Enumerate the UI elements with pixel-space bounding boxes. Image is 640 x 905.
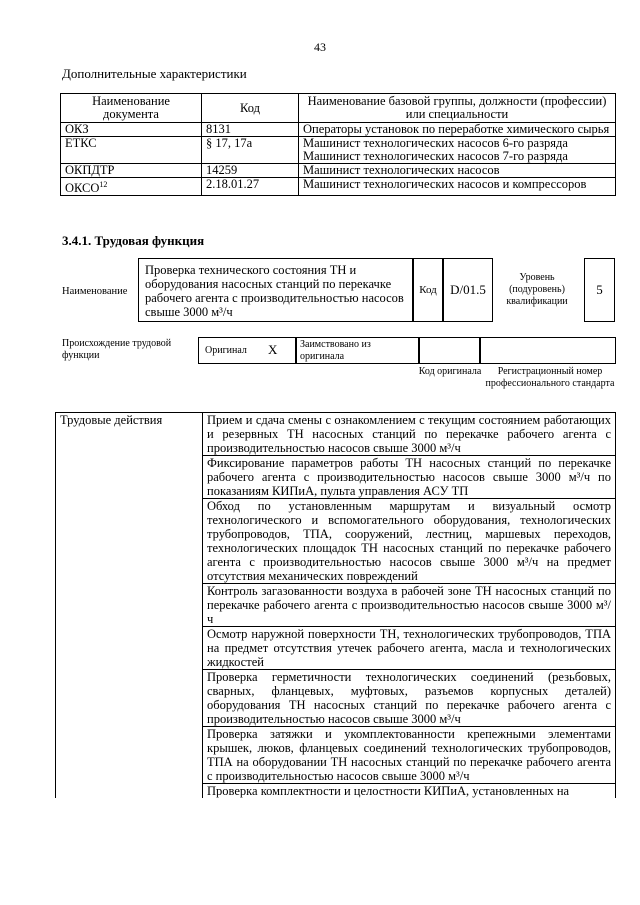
action-item: Проверка комплектности и целостности КИПиА, установленных на [203,784,616,799]
row-code: 14259 [202,164,299,178]
action-item: Проверка затяжки и укомплектованности крепежными элементами крышек, люков, фланцевых соединений технологических трубопроводов, ТПА на оборудовании ТН насосных станций по перекачке рабочего агента с производительностью насосов свыше 3000 м³/ч [203,727,616,784]
section-title: Дополнительные характеристики [62,66,247,81]
row-document [61,178,202,196]
row-code: § 17, 17а [202,137,299,164]
original-code-cell [419,337,480,364]
row-document: ОКПДТР [61,164,202,178]
action-item: Проверка герметичности технологических соединений (резьбовых, сварных, фланцевых, муфтовых, разъемов корпусных деталей) оборудования ТН насосных станций по перекачке рабочего агента с производительностью насосов свыше 3000 м³/ч [203,670,616,727]
origin-label: Происхождение трудовой функции [62,338,172,361]
table-row [61,123,616,137]
code-label: Код [413,258,443,322]
row-code: 8131 [202,123,299,137]
table-header-row [61,94,616,123]
row-group-name: Машинист технологических насосов [299,164,616,178]
original-label: Оригинал [205,345,247,356]
action-item: Прием и сдача смены с ознакомлением с текущим состоянием работающих и резервных ТН насосных станций по перекачке рабочего агента с производительностью насосов свыше 3000 м³/ч [203,413,616,456]
row-document: ЕТКС [61,137,202,164]
original-cell [198,337,296,364]
table-row [61,178,616,196]
function-heading: 3.4.1. Трудовая функция [62,233,205,248]
borrowed-label: Заимствовано из оригинала [296,337,419,364]
qualification-level: 5 [584,258,615,322]
header-code: Код [202,94,299,123]
actions-label: Трудовые действия [56,413,203,799]
name-label: Наименование [62,286,128,297]
action-item: Осмотр наружной поверхности ТН, технологических трубопроводов, ТПА на предмет отсутствия утечек рабочего агента, масла и технологических жидкостей [203,627,616,670]
row-document-name: ОКСО [65,181,100,196]
action-item: Фиксирование параметров работы ТН насосных станций по перекачке рабочего агента с производительностью насосов свыше 3000 м³/ч по показаниям КИПиА, пульта управления АСУ ТП [203,456,616,499]
header-group-name: Наименование базовой группы, должности (профессии) или специальности [299,94,616,123]
table-row [61,164,616,178]
characteristics-table [60,93,616,196]
original-mark: X [268,342,278,357]
reg-caption: Регистрационный номер профессионального стандарта [485,366,615,389]
table-row [61,137,616,164]
reg-number-cell [480,337,616,364]
level-label: Уровень (подуровень) квалификации [506,272,568,307]
action-item: Обход по установленным маршрутам и визуальный осмотр технологического и вспомогательного оборудования, технологических трубопроводов, ТПА, сооружений, лестниц, маршевых переходов, технологических площадок ТН насосных станций по перекачке рабочего агента с производительностью насосов свыше 3000 м³/ч на предмет отсутствия механических повреждений [203,499,616,584]
row-group-name: Машинист технологических насосов 6-го разряда Машинист технологических насосов 7-го разряда [299,137,616,164]
action-item: Контроль загазованности воздуха в рабочей зоне ТН насосных станций по перекачке рабочего агента с производительностью насосов свыше 3000 м³/ч [203,584,616,627]
row-group-name: Операторы установок по переработке химического сырья [299,123,616,137]
labor-actions-table [55,412,616,798]
code-caption: Код оригинала [418,366,482,377]
page-number: 43 [314,40,326,54]
table-row [56,413,616,456]
function-code: D/01.5 [443,258,493,322]
function-name: Проверка технического состояния ТН и оборудования насосных станций по перекачке рабочего агента с производительностью насосов свыше 3000 м³/ч [138,258,413,322]
row-code: 2.18.01.27 [202,178,299,196]
header-document: Наименование документа [61,94,202,123]
row-group-name: Машинист технологических насосов и компрессоров [299,178,616,196]
row-document: ОКЗ [61,123,202,137]
footnote-ref: 12 [99,180,108,189]
